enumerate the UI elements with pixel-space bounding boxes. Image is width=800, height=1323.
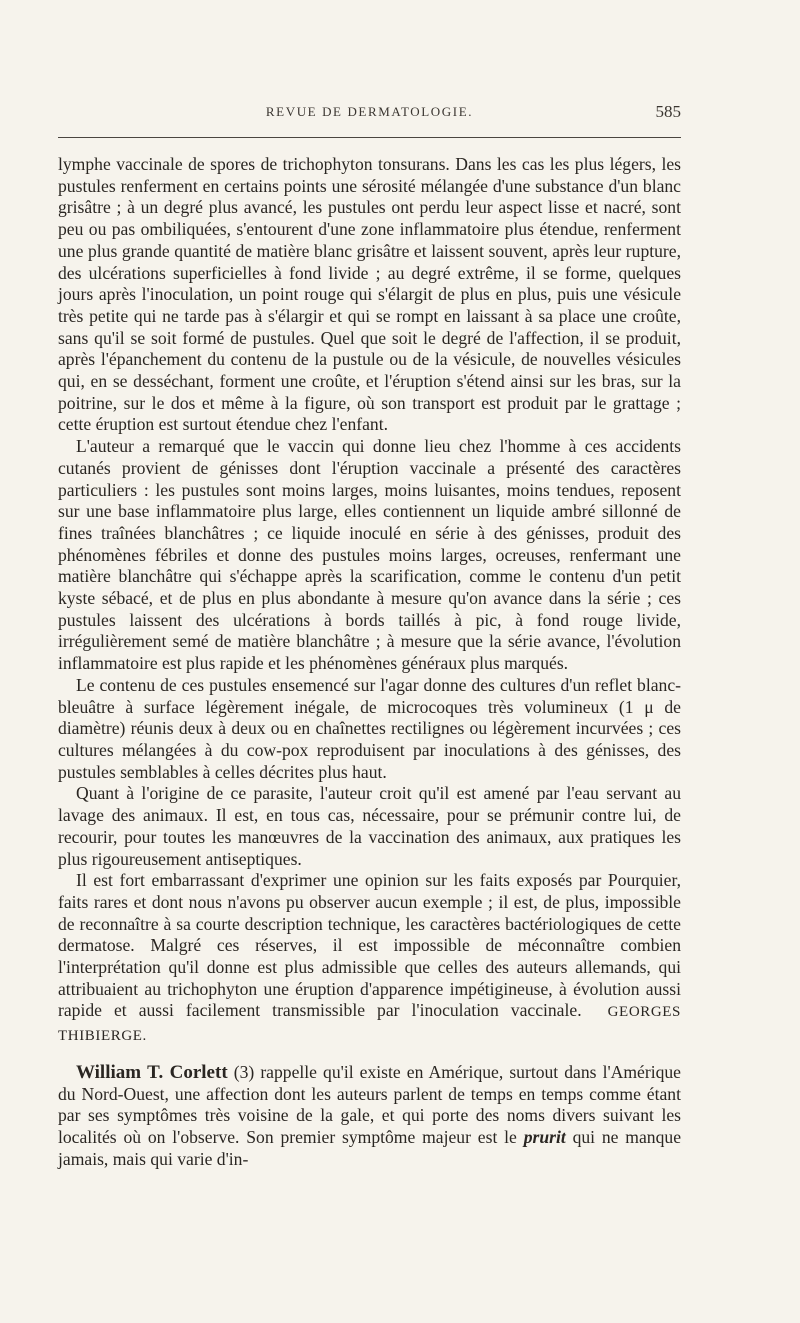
reference-number: (3) xyxy=(233,1061,255,1082)
paragraph: L'auteur a remarqué que le vaccin qui donne lieu chez l'homme à ces accidents cutanés provient de génisses dont l'éruption vaccinale a présenté des caractères particuliers : les pustules sont moins larges, moins luisantes, moins tendues, reposent sur une base inflammatoire plus large, elles contiennent un liquide ambré sillonné de fines traînées blanchâtres ; ce liquide inoculé en série à des génisses, produit des phénomènes fébriles et donne des pustules moins larges, ocreuses, renfermant une matière blanchâtre qui s'échappe après la scarification, comme le contenu d'un petit kyste sébacé, et de plus en plus abondante à mesure qu'on avance dans la série ; ces pustules laissent des ulcérations à bords taillés à pic, à fond rouge livide, irrégulièrement semé de matière blanchâtre ; à mesure que la série avance, l'évolution inflammatoire est plus rapide et les phénomènes généraux plus marqués. xyxy=(58,436,681,674)
page-header xyxy=(58,104,681,130)
review-text-continued: qui ne manque jamais, mais qui varie d'in- xyxy=(58,1126,682,1169)
reviewed-author: William T. Corlett xyxy=(76,1061,228,1083)
author-signature: GEORGES THIBIERGE. xyxy=(58,1004,681,1045)
page-number: 585 xyxy=(655,102,681,121)
paragraph-with-signature xyxy=(58,870,681,1048)
paragraph: lymphe vaccinale de spores de trichophyton tonsurans. Dans les cas les plus légers, les pustules renferment en certains points une sérosité mélangée d'une substance d'un blanc grisâtre ; à un degré plus avancé, les pustules ont perdu leur aspect lisse et nacré, sont peu ou pas ombiliquées, s'entourent d'une zone inflammatoire plus étendue, renferment une plus grande quantité de matière blanc grisâtre et laissent souvent, après leur rupture, des ulcérations superficielles à fond livide ; au degré extrême, il se forme, quelques jours après l'inoculation, un point rouge qui s'élargit de plus en plus, puis une vésicule très petite qui ne tarde pas à s'élargir et qui se rompt en laissant à sa place une croûte, sans qu'il se soit formé de pustules. Quel que soit le degré de l'affection, il se produit, après l'épanchement du contenu de la pustule ou de la vésicule, de nouvelles vésicules qui, en se desséchant, forment une croûte, et l'éruption s'étend ainsi sur les bras, sur la poitrine, sur le dos et même à la figure, où son transport est produit par le grattage ; cette éruption est surtout étendue chez l'enfant. xyxy=(58,154,681,435)
emphasized-term: prurit xyxy=(523,1126,566,1147)
paragraph-text: Il est fort embarrassant d'exprimer une opinion sur les faits exposés par Pourquier, faits rares et dont nous n'avons pu observer aucun exemple ; il est, de plus, impossible de reconnaître à sa courte description technique, les caractères bactériologiques de cette dermatose. Malgré ces réserves, il est impossible de méconnaître combien l'interprétation qu'il donne est plus admissible que celles des auteurs allemands, qui attribuaient au trichophyton une éruption d'apparence impétigineuse, à évolution aussi rapide et aussi facilement transmissible par l'inoculation vaccinale. xyxy=(58,870,681,1021)
review-text: rappelle qu'il existe en Amérique, surtout dans l'Amérique du Nord-Ouest, une affection dont les auteurs parlent de temps en temps comme étant par ses symptômes très voisine de la gale, et qui porte des noms divers suivant les localités où on l'observe. Son premier symptôme majeur est le xyxy=(58,1061,681,1147)
running-title: REVUE DE DERMATOLOGIE. xyxy=(265,104,474,119)
review-paragraph xyxy=(58,1062,681,1171)
article-body xyxy=(58,154,681,1170)
paragraph: Le contenu de ces pustules ensemencé sur l'agar donne des cultures d'un reflet blanc-bleuâtre à surface légèrement inégale, de microcoques très volumineux (1 μ de diamètre) réunis deux à deux ou en chaînettes rectilignes ou légèrement incurvées ; ces cultures mélangées à du cow-pox reproduisent par inoculations à des génisses, des pustules semblables à celles décrites plus haut. xyxy=(58,674,681,782)
header-rule xyxy=(58,137,681,138)
paragraph: Quant à l'origine de ce parasite, l'auteur croit qu'il est amené par l'eau servant au lavage des animaux. Il est, en tous cas, nécessaire, pour se prémunir contre lui, de recourir, pour toutes les manœuvres de la vaccination des animaux, aux pratiques les plus rigoureusement antiseptiques. xyxy=(58,783,681,869)
